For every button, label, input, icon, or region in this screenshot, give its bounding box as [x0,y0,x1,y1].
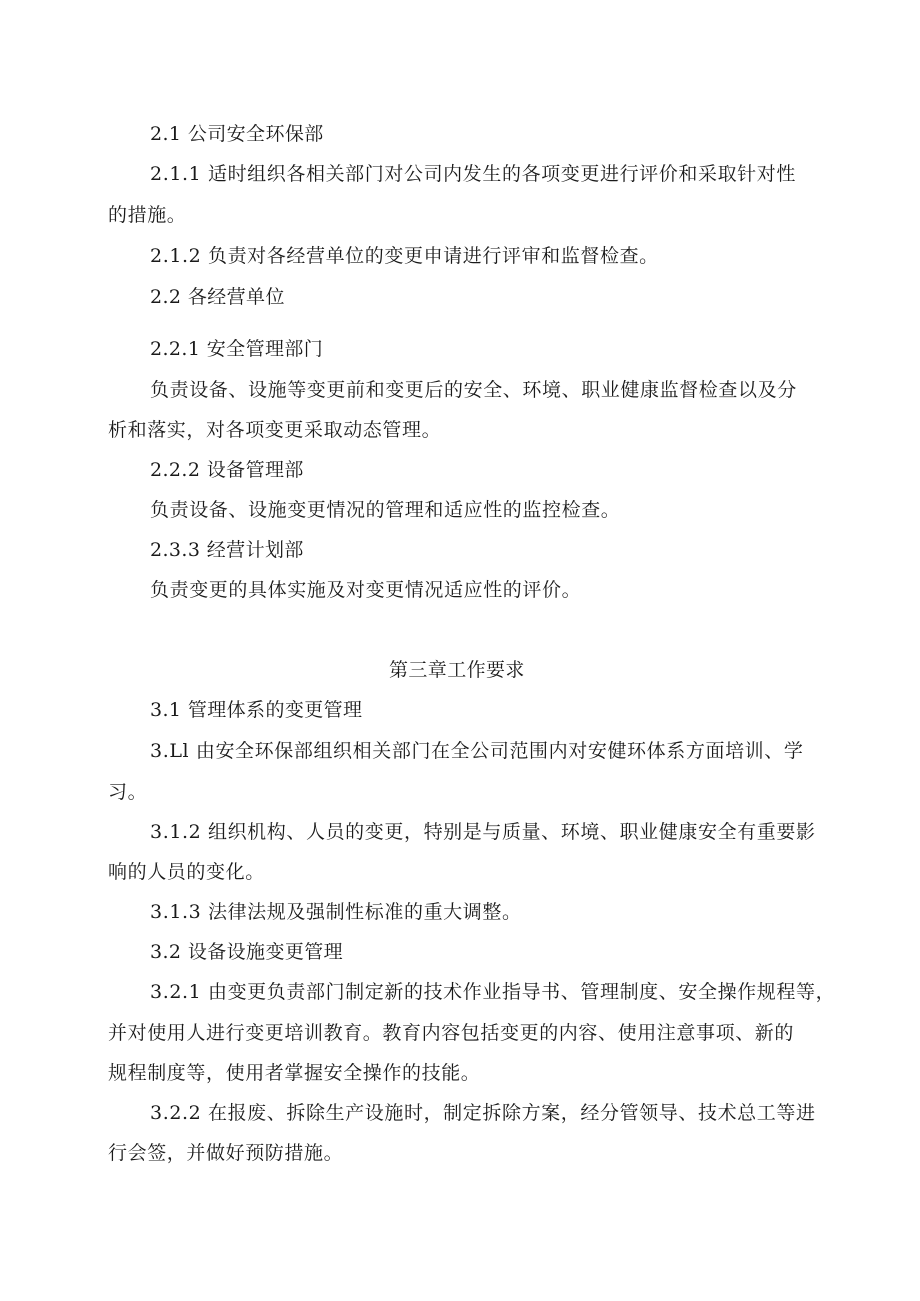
para-3-1-1-line-2: 习。 [108,781,148,803]
para-2-1-1-line-2: 的措施。 [108,204,187,226]
para-2-2-1-body-line-2: 析和落实，对各项变更采取动态管理。 [108,419,442,441]
para-2-1-2: 2.1.2 负责对各经营单位的变更申请进行评审和监督检查。 [150,245,659,267]
para-3-1-3: 3.1.3 法律法规及强制性标准的重大调整。 [150,901,522,923]
para-3-2-2-line-2: 行会签，并做好预防措施。 [108,1142,344,1164]
para-3-1-1-line-1: 3.Ll 由安全环保部组织相关部门在全公司范围内对安健环体系方面培训、学 [150,740,804,762]
para-2-2-1-body-line-1: 负责设备、设施等变更前和变更后的安全、环境、职业健康监督检查以及分 [150,379,797,401]
para-3-2-2-line-1: 3.2.2 在报废、拆除生产设施时，制定拆除方案，经分管领导、技术总工等进 [150,1102,816,1124]
para-3-2-1-line-1: 3.2.1 由变更负责部门制定新的技术作业指导书、管理制度、安全操作规程等， [150,981,836,1003]
heading-3-1: 3.1 管理体系的变更管理 [150,699,363,721]
heading-2-2-2: 2.2.2 设备管理部 [150,459,304,481]
para-2-1-1-line-1: 2.1.1 适时组织各相关部门对公司内发生的各项变更进行评价和采取针对性 [150,163,796,185]
para-2-2-2-body: 负责设备、设施变更情况的管理和适应性的监控检查。 [150,499,621,521]
heading-2-3-3: 2.3.3 经营计划部 [150,539,304,561]
para-2-3-3-body: 负责变更的具体实施及对变更情况适应性的评价。 [150,579,582,601]
para-3-1-2-line-1: 3.1.2 组织机构、人员的变更，特别是与质量、环境、职业健康安全有重要影 [150,821,816,843]
chapter-3-title: 第三章工作要求 [389,659,525,681]
heading-2-1: 2.1 公司安全环保部 [150,123,324,145]
para-3-2-1-line-2: 并对使用人进行变更培训教育。教育内容包括变更的内容、使用注意事项、新的 [108,1022,795,1044]
para-3-1-2-line-2: 响的人员的变化。 [108,861,265,883]
heading-2-2-1: 2.2.1 安全管理部门 [150,338,324,360]
heading-3-2: 3.2 设备设施变更管理 [150,941,344,963]
para-3-2-1-line-3: 规程制度等，使用者掌握安全操作的技能。 [108,1062,481,1084]
heading-2-2: 2.2 各经营单位 [150,286,285,308]
